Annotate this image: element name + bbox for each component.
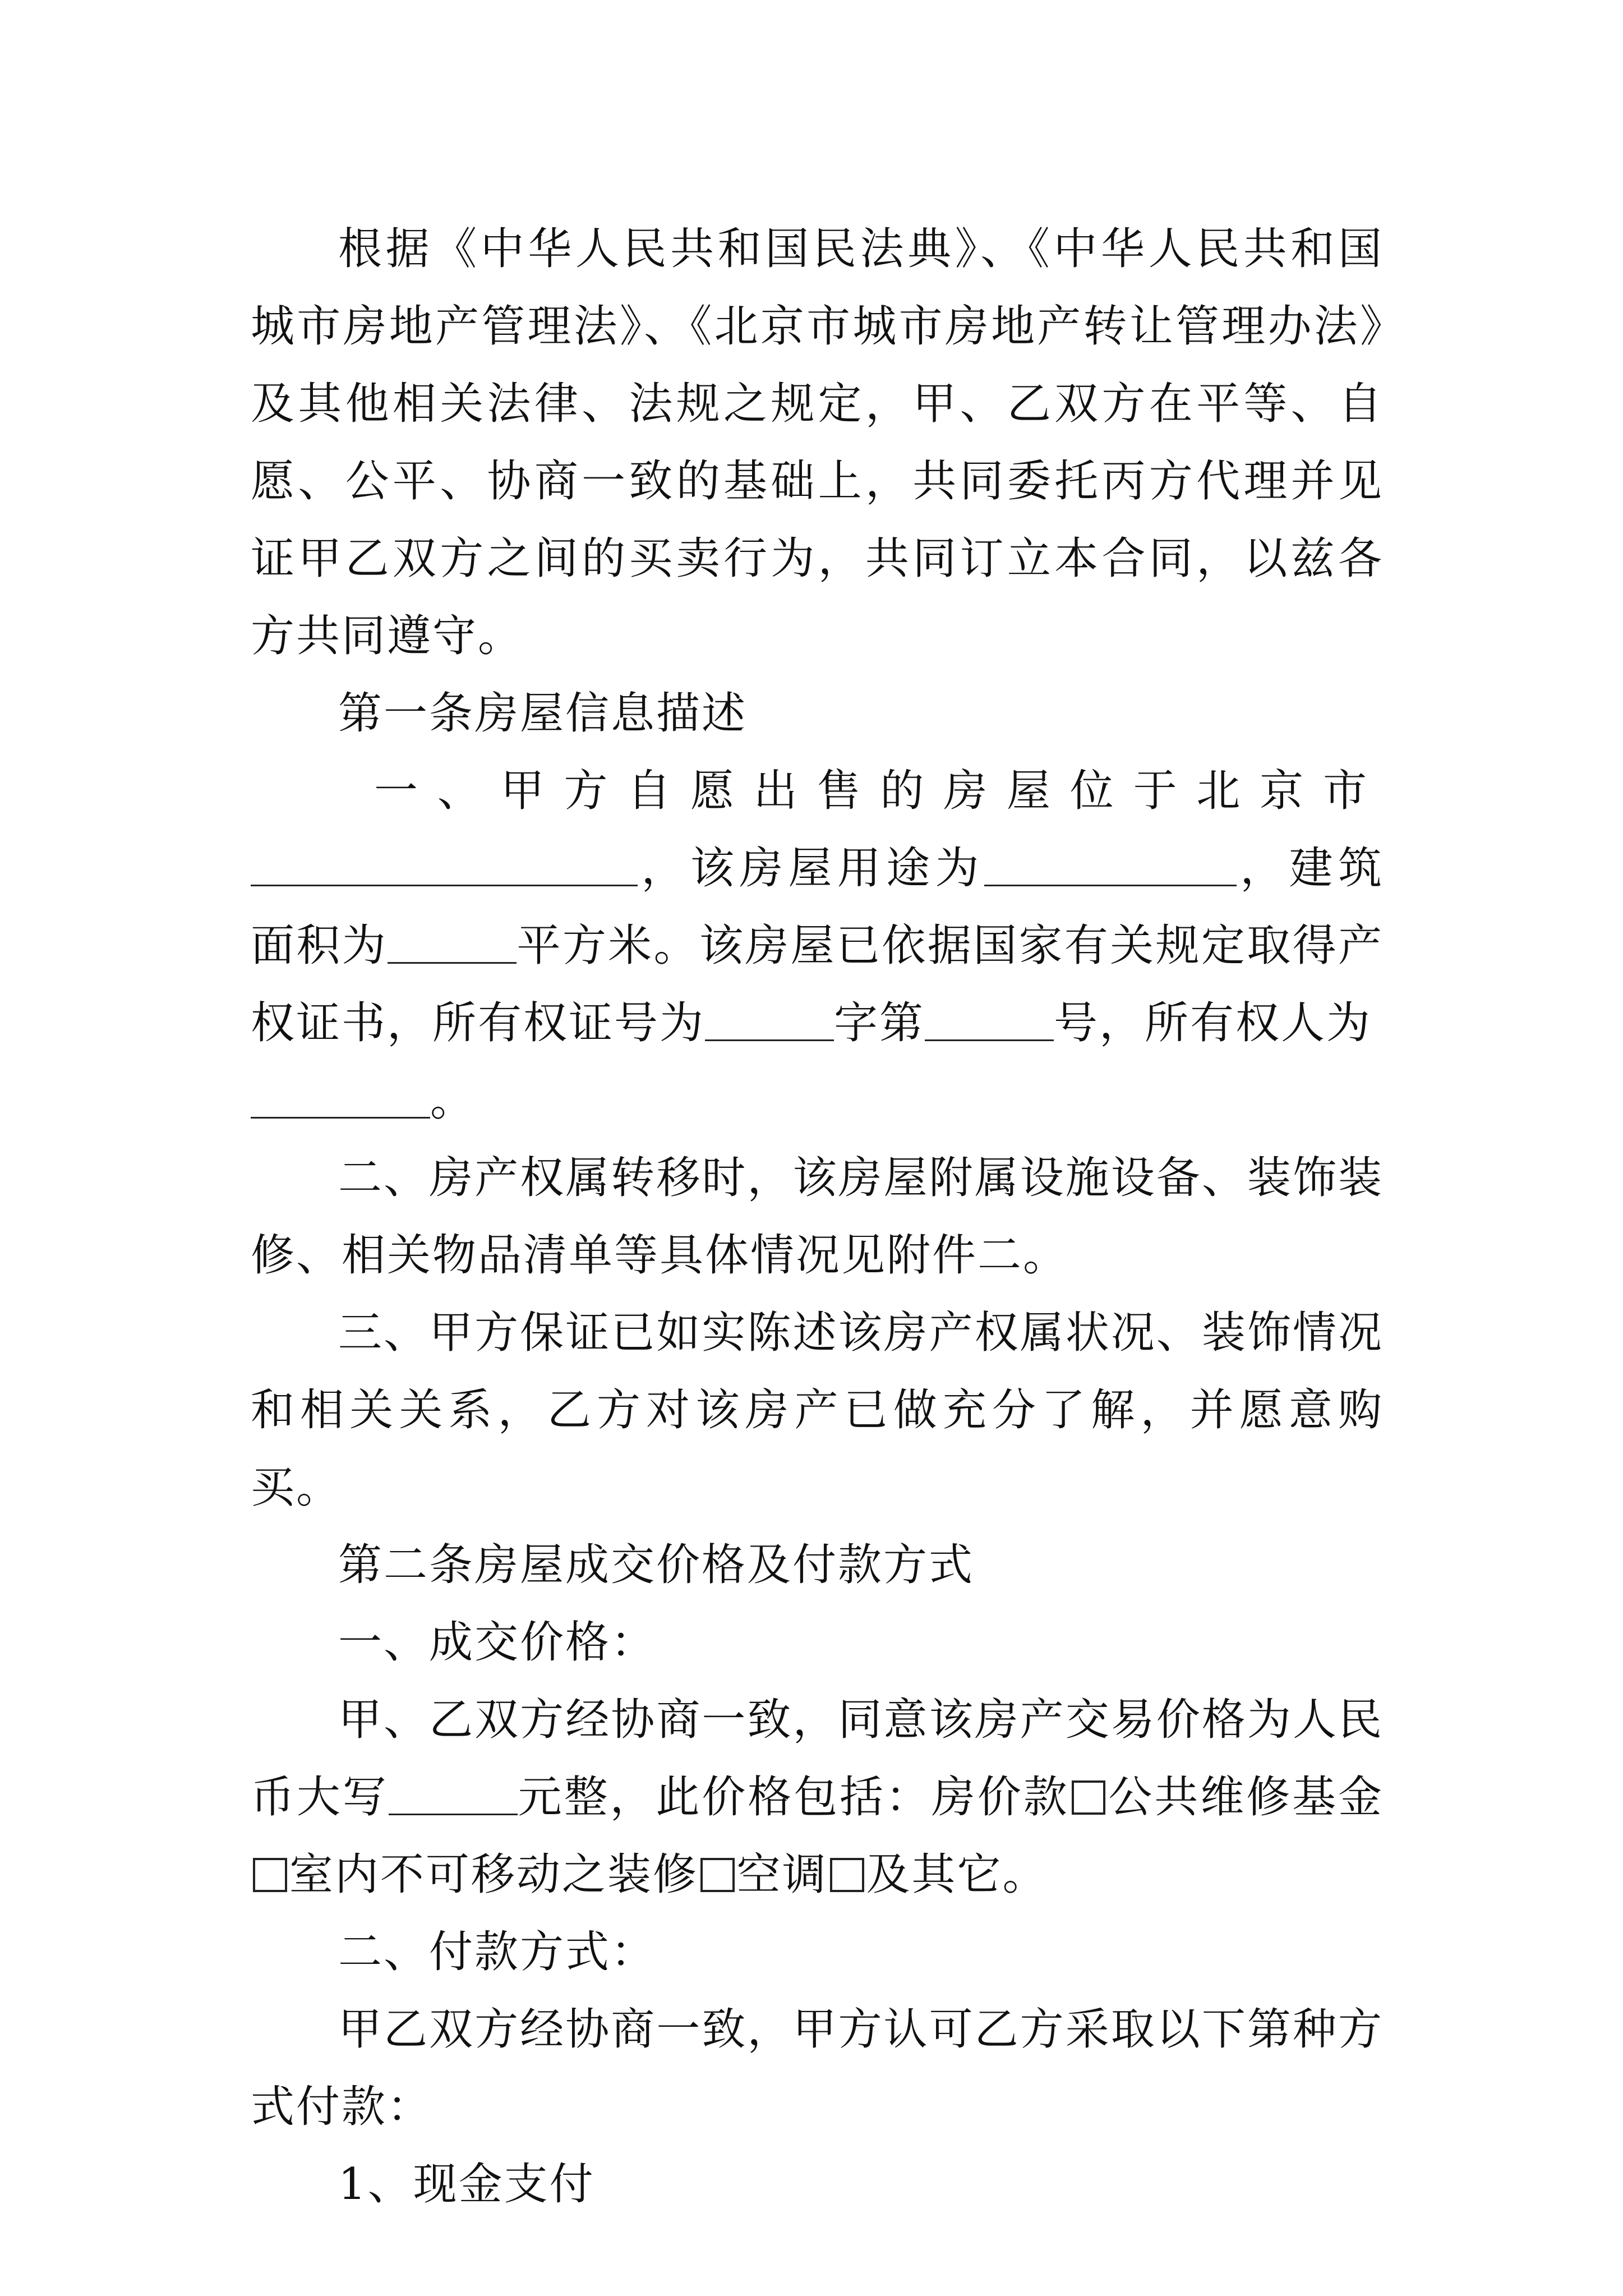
usage-blank[interactable] [984,845,1237,886]
item-1-end: 。 [430,1075,476,1126]
price-amount-blank[interactable] [389,1774,518,1815]
preamble-paragraph: 根据《中华人民共和国民法典》、《中华人民共和国城市房地产管理法》、《北京市城市房地产转让管理办法》及其他相关法律、法规之规定，甲、乙双方在平等、自愿、公平、协商一致的基础上，共同委托丙方代理并见证甲乙双方之间的买卖行为，共同订立本合同，以兹各方共同遵守。 [251,224,1384,661]
price-other: 及其它。 [866,1849,1048,1900]
house-price-checkbox[interactable] [1072,1780,1106,1815]
article-1-title: 第一条房屋信息描述 [338,688,748,739]
article-1-item-1 [251,752,1384,1139]
price-includes: 元整，此价格包括：房价款 [517,1772,1069,1823]
payment-paragraph: 甲乙双方经协商一致，甲方认可乙方采取以下第种方式付款： [251,2004,1384,2132]
owner-blank[interactable] [251,1078,430,1119]
usage-label: ，该房屋用途为 [638,843,984,894]
maintenance-fund-checkbox[interactable] [253,1858,287,1892]
maintenance-fund-label: 公共维修基金 [1108,1772,1384,1823]
owner-label: 号，所有权人为 [1054,998,1372,1048]
payment-option-cash: 1、现金支付 [338,2159,595,2210]
payment-section-title: 二、付款方式： [338,1927,657,1977]
article-1-item-3: 三、甲方保证已如实陈述该房产权属状况、装饰情况和相关关系，乙方对该房产已做充分了解，并愿意购买。 [251,1308,1384,1513]
aircon-checkbox[interactable] [830,1858,864,1892]
price-paragraph [251,1681,1384,1913]
certificate-number-blank[interactable] [925,1000,1054,1041]
area-blank[interactable] [388,923,517,964]
item-1-location-line: 一、甲方自愿出售的房屋位于北京市 [374,766,1384,816]
aircon-label: 空调 [736,1849,828,1900]
price-intro: 甲、乙双方经协商一致，同意该房产交易价格为人民币大写 [251,1695,1384,1823]
article-2-title: 第二条房屋成交价格及付款方式 [338,1540,975,1590]
decoration-label: 室内不可移动之装修 [289,1849,698,1900]
decoration-checkbox[interactable] [700,1858,735,1892]
price-section-title: 一、成交价格： [338,1617,657,1668]
certificate-zi-label: 字第 [834,998,925,1048]
certificate-label: 平方米。该房屋已依据国家有关规定取得产权证书，所有权证号为 [251,921,1384,1048]
area-label: ，建筑面积为 [251,843,1384,971]
article-1-item-2: 二、房产权属转移时，该房屋附属设施设备、装饰装修、相关物品清单等具体情况见附件二。 [251,1153,1384,1281]
certificate-word-blank[interactable] [705,1000,834,1041]
contract-page [251,210,1384,2223]
location-blank[interactable] [251,845,638,886]
